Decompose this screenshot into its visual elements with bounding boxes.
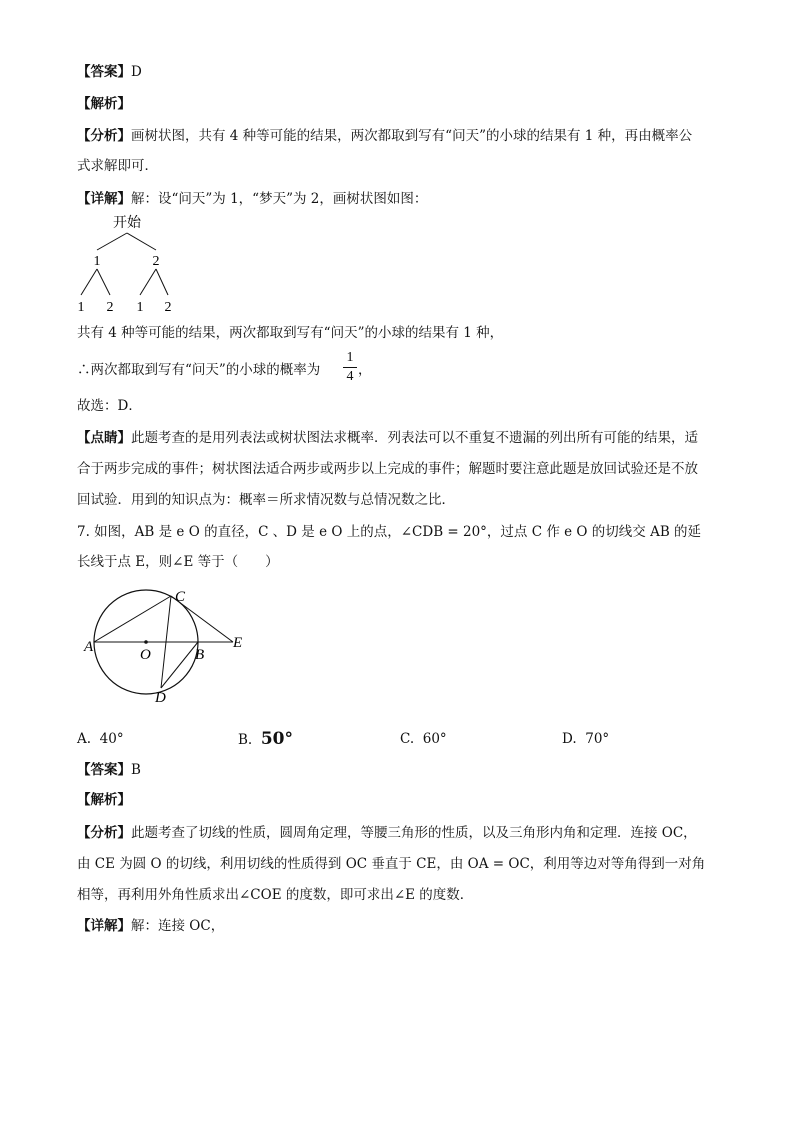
tree-root-label: 开始 bbox=[113, 216, 141, 231]
q6-analysis-text-1: 画树状图，共有 4 种等可能的结果，两次都取到写有“问天”的小球的结果有 1 种，再由概率公 bbox=[131, 128, 693, 144]
segment-ac bbox=[94, 596, 171, 642]
label-c: C bbox=[175, 589, 186, 605]
q6-comment-text-3: 回试验．用到的知识点为：概率＝所求情况数与总情况数之比． bbox=[77, 492, 455, 508]
q6-result-text-1: 共有 4 种等可能的结果，两次都取到写有“问天”的小球的结果有 1 种， bbox=[77, 325, 504, 341]
q6-comment-text-1: 此题考查的是用列表法或树状图法求概率．列表法可以不重复不遗漏的列出所有可能的结果，适 bbox=[131, 430, 698, 446]
q6-result-text-2: ∴两次都取到写有“问天”的小球的概率为 bbox=[77, 362, 321, 378]
tree-edge bbox=[97, 233, 127, 250]
option-value: 40° bbox=[99, 731, 124, 747]
option-c bbox=[400, 729, 447, 749]
label-b: B bbox=[195, 647, 205, 663]
q6-detail-text: 解：设“问天”为 1，“梦天”为 2，画树状图如图： bbox=[131, 191, 428, 207]
q7-analysis-text-2: 由 CE 为圆 O 的切线，利用切线的性质得到 OC 垂直于 CE，由 OA = OC，利用等边对等角得到一对角 bbox=[77, 856, 706, 872]
q7-detail-text: 解：连接 OC， bbox=[131, 918, 225, 934]
q7-analysis-text-3: 相等，再利用外角性质求出∠COE 的度数，即可求出∠E 的度数． bbox=[77, 887, 474, 903]
tree-diagram bbox=[70, 210, 190, 320]
q6-choice: 故选：D． bbox=[77, 398, 142, 414]
q6-comment-tag: 【点睛】 bbox=[77, 430, 131, 446]
label-e: E bbox=[233, 635, 243, 651]
q6-comment-text-2: 合于两步完成的事件；树状图法适合两步或两步以上完成的事件；解题时要注意此题是放回试验还是不放 bbox=[77, 461, 698, 477]
tree-edge bbox=[97, 269, 110, 295]
q6-comment-row bbox=[77, 428, 698, 448]
q7-detail-row bbox=[77, 916, 224, 936]
tree-level2-node: 1 bbox=[77, 300, 85, 315]
q6-detail-row bbox=[77, 189, 427, 209]
tree-level2-node: 1 bbox=[136, 300, 144, 315]
tree-edge bbox=[127, 233, 156, 250]
fraction-bar bbox=[343, 367, 357, 368]
q7-analysis-heading: 【解析】 bbox=[77, 792, 131, 808]
center-point bbox=[144, 640, 148, 644]
tree-edge bbox=[81, 269, 97, 295]
tree-level1-node: 2 bbox=[152, 254, 160, 269]
q6-answer-tag: 【答案】 bbox=[77, 64, 131, 80]
q7-stem-1: 7. 如图，AB 是 e O 的直径，C 、D 是 e O 上的点，∠CDB = 20°，过点 C 作 e O 的切线交 AB 的延 bbox=[77, 524, 702, 540]
probability-fraction bbox=[343, 350, 357, 385]
option-d bbox=[562, 729, 609, 749]
q6-answer-row bbox=[77, 62, 142, 82]
q6-detail-tag: 【详解】 bbox=[77, 191, 131, 207]
tree-level1-node: 1 bbox=[93, 254, 101, 269]
option-letter: A. bbox=[77, 731, 92, 747]
fraction-numerator: 1 bbox=[346, 350, 354, 365]
q6-analysis-text-2: 式求解即可． bbox=[77, 158, 158, 174]
label-a: A bbox=[84, 639, 94, 655]
q7-answer-tag: 【答案】 bbox=[77, 762, 131, 778]
option-letter: D. bbox=[562, 731, 577, 747]
q6-analysis-tag: 【分析】 bbox=[77, 128, 131, 144]
tree-level2-node: 2 bbox=[164, 300, 172, 315]
q6-result-suffix: ， bbox=[358, 362, 372, 378]
label-o: O bbox=[140, 647, 151, 663]
option-value: 60° bbox=[422, 731, 447, 747]
q7-analysis-text-1: 此题考查了切线的性质，圆周角定理，等腰三角形的性质，以及三角形内角和定理．连接 OC， bbox=[131, 825, 697, 841]
option-value: 70° bbox=[585, 731, 610, 747]
q6-analysis-heading: 【解析】 bbox=[77, 96, 131, 112]
label-d: D bbox=[155, 690, 166, 706]
option-a bbox=[77, 729, 124, 749]
q7-detail-tag: 【详解】 bbox=[77, 918, 131, 934]
q6-analysis-row bbox=[77, 126, 692, 146]
q7-answer-value: B bbox=[131, 762, 141, 778]
fraction-denominator: 4 bbox=[346, 369, 354, 384]
tree-edge bbox=[140, 269, 156, 295]
option-letter: C. bbox=[400, 731, 415, 747]
option-letter: B. bbox=[238, 732, 253, 748]
q7-analysis-tag: 【分析】 bbox=[77, 825, 131, 841]
q6-answer-value: D bbox=[131, 64, 142, 80]
q7-stem-2: 长线于点 E，则∠E 等于（ ） bbox=[77, 554, 279, 570]
tree-edge bbox=[156, 269, 168, 295]
q7-answer-row bbox=[77, 760, 141, 780]
q7-analysis-row bbox=[77, 823, 697, 843]
option-b bbox=[238, 729, 293, 750]
q6-result-row-2 bbox=[77, 360, 320, 380]
tree-level2-node: 2 bbox=[106, 300, 114, 315]
circle-geometry-figure bbox=[78, 585, 258, 710]
option-value: 50° bbox=[260, 729, 293, 749]
